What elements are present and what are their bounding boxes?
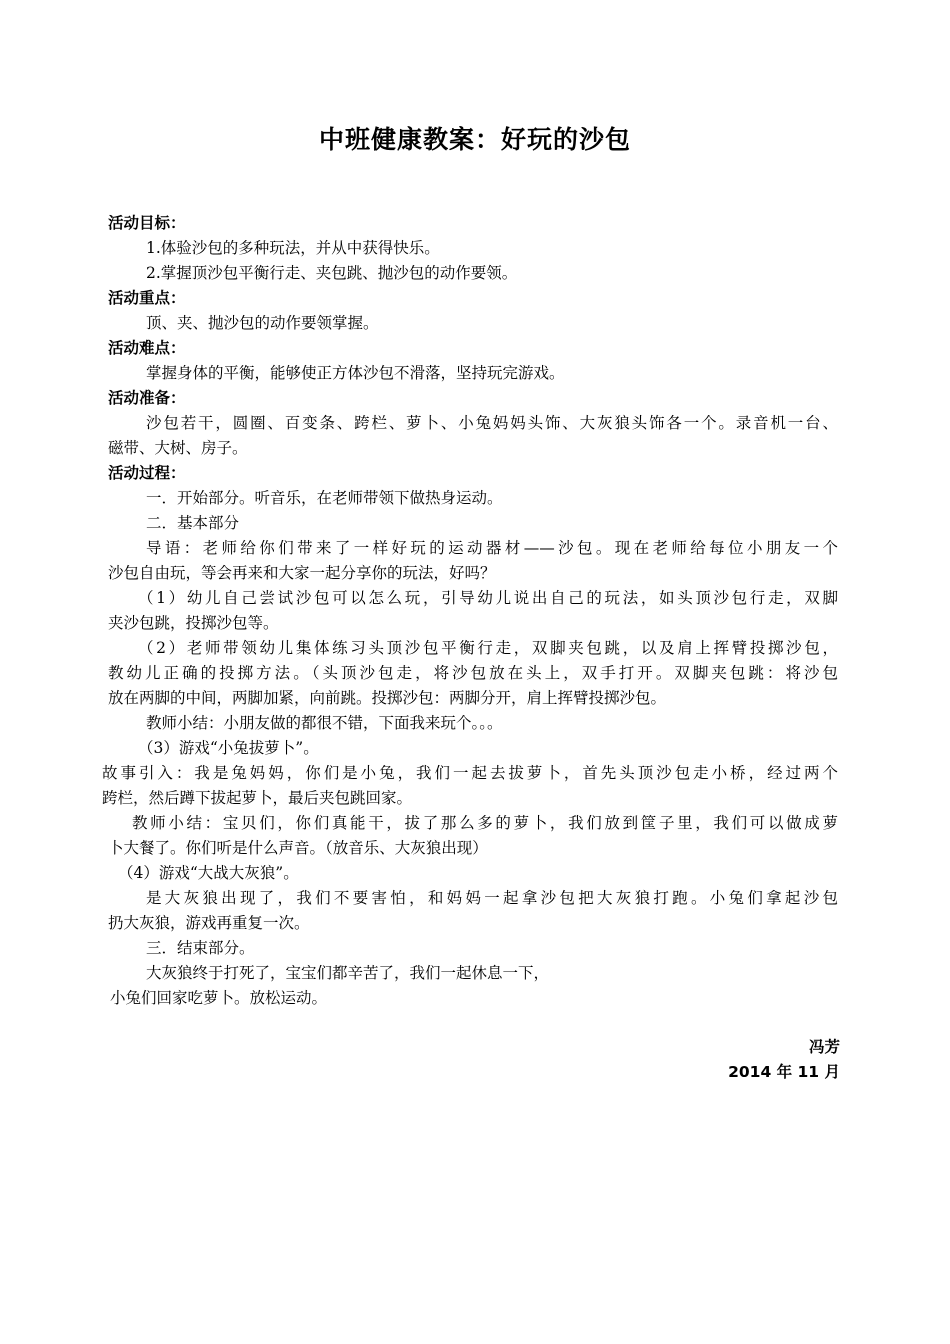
game-1-title: （3）游戏“小兔拔萝卜”。 <box>138 739 319 757</box>
ending-line-2: 小兔们回家吃萝卜。放松运动。 <box>110 989 328 1007</box>
difficulty-heading: 活动难点： <box>108 339 186 357</box>
key-heading: 活动重点： <box>108 289 186 307</box>
process-part-1: 一．开始部分。听音乐，在老师带领下做热身运动。 <box>146 489 503 507</box>
process-part-3: 三．结束部分。 <box>146 939 255 957</box>
key-text: 顶、夹、抛沙包的动作要领掌握。 <box>146 314 379 332</box>
goal-item-2: 2.掌握顶沙包平衡行走、夹包跳、抛沙包的动作要领。 <box>146 264 518 282</box>
game-2-title: （4）游戏“大战大灰狼”。 <box>118 864 299 882</box>
document-title: 中班健康教案：好玩的沙包 <box>318 125 631 154</box>
signature-date: 2014 年 11 月 <box>728 1063 840 1081</box>
story-line-2: 跨栏，然后蹲下拔起萝卜，最后夹包跳回家。 <box>102 789 413 807</box>
process-part-2: 二．基本部分 <box>146 514 240 532</box>
process-heading: 活动过程： <box>108 464 186 482</box>
prep-heading: 活动准备： <box>108 389 186 407</box>
story-line-1: 故事引入：我是兔妈妈，你们是小兔，我们一起去拔萝卜，首先头顶沙包走小桥，经过两个 <box>102 764 838 782</box>
step-1-line-2: 夹沙包跳，投掷沙包等。 <box>108 614 279 632</box>
step-2-line-1: （2）老师带领幼儿集体练习头顶沙包平衡行走，双脚夹包跳，以及肩上挥臂投掷沙包， <box>138 639 838 657</box>
teacher-summary-1: 教师小结：小朋友做的都很不错，下面我来玩个。。。 <box>146 714 503 732</box>
intro-line-1: 导语：老师给你们带来了一样好玩的运动器材——沙包。现在老师给每位小朋友一个 <box>146 539 838 557</box>
game-2-line-1: 是大灰狼出现了，我们不要害怕，和妈妈一起拿沙包把大灰狼打跑。小兔们拿起沙包 <box>146 889 838 907</box>
goal-item-1: 1.体验沙包的多种玩法，并从中获得快乐。 <box>146 239 440 257</box>
signature-author: 冯芳 <box>808 1038 840 1056</box>
step-2-line-2: 教幼儿正确的投掷方法。（头顶沙包走，将沙包放在头上，双手打开。双脚夹包跳：将沙包 <box>108 664 838 682</box>
step-2-line-3: 放在两脚的中间，两脚加紧，向前跳。投掷沙包：两脚分开，肩上挥臂投掷沙包。 <box>108 689 667 707</box>
teacher-summary-2-line-1: 教师小结：宝贝们，你们真能干，拔了那么多的萝卜，我们放到筐子里，我们可以做成萝 <box>132 814 838 832</box>
goal-heading: 活动目标： <box>108 214 186 232</box>
game-2-line-2: 扔大灰狼，游戏再重复一次。 <box>108 914 310 932</box>
ending-line-1: 大灰狼终于打死了，宝宝们都辛苦了，我们一起休息一下， <box>146 964 550 982</box>
prep-line-2: 磁带、大树、房子。 <box>108 439 248 457</box>
intro-line-2: 沙包自由玩，等会再来和大家一起分享你的玩法，好吗？ <box>108 564 496 582</box>
difficulty-text: 掌握身体的平衡，能够使正方体沙包不滑落，坚持玩完游戏。 <box>146 364 565 382</box>
teacher-summary-2-line-2: 卜大餐了。你们听是什么声音。（放音乐、大灰狼出现） <box>108 839 488 857</box>
step-1-line-1: （1）幼儿自己尝试沙包可以怎么玩，引导幼儿说出自己的玩法，如头顶沙包行走，双脚 <box>138 589 838 607</box>
prep-line-1: 沙包若干，圆圈、百变条、跨栏、萝卜、小兔妈妈头饰、大灰狼头饰各一个。录音机一台、 <box>146 414 838 432</box>
